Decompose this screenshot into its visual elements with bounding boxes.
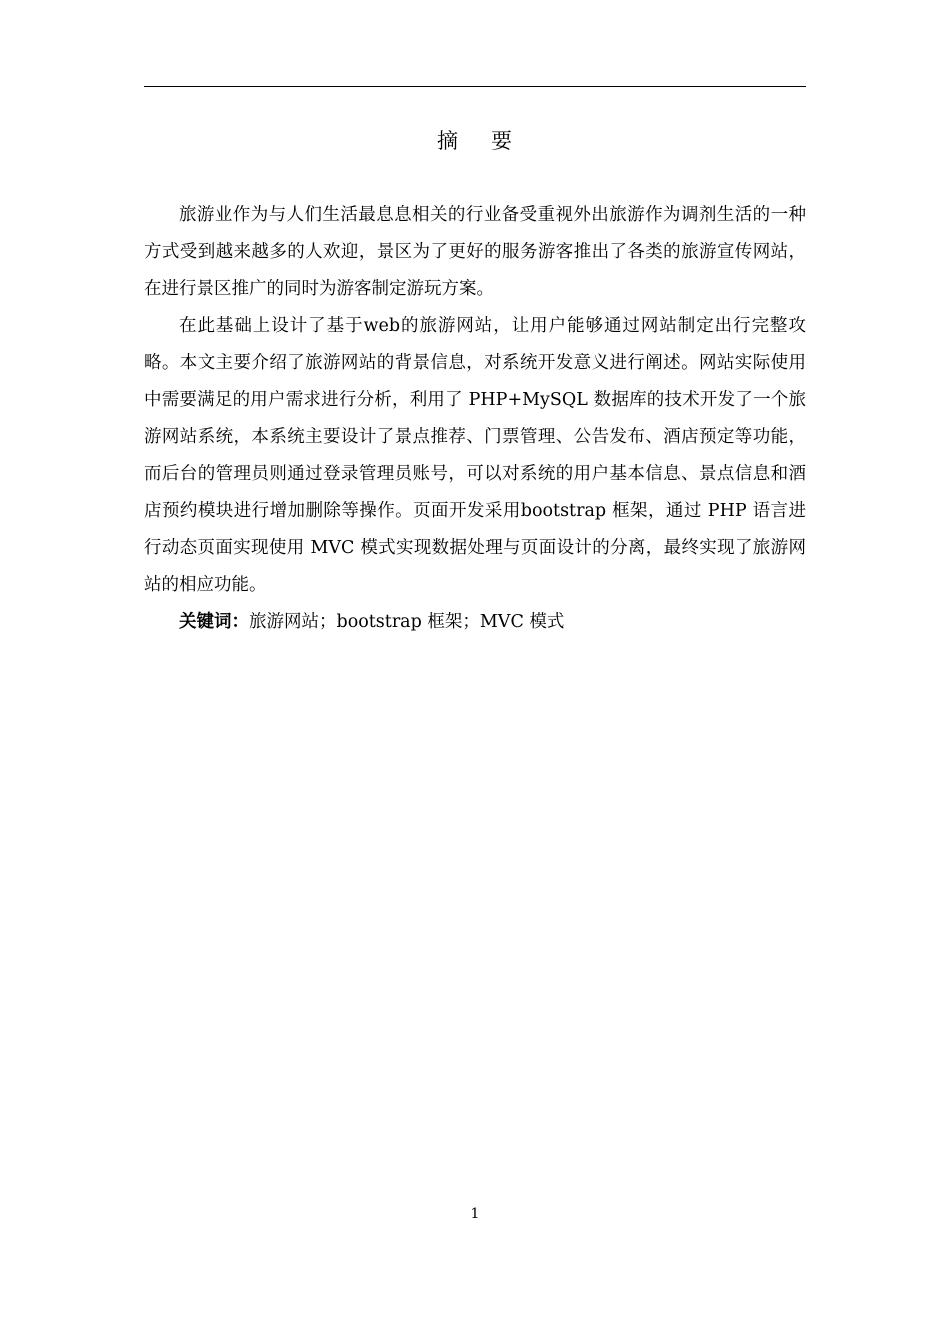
abstract-paragraph-2: 在此基础上设计了基于web的旅游网站，让用户能够通过网站制定出行完整攻略。本文主要介绍了旅游网站的背景信息，对系统开发意义进行阐述。网站实际使用中需要满足的用户需求进行分析，利用了 PHP+MySQL 数据库的技术开发了一个旅游网站系统，本系统主要设计了景点推荐、门票管理、公告发布、酒店预定等功能，而后台的管理员则通过登录管理员账号，可以对系统的用户基本信息、景点信息和酒店预约模块进行增加删除等操作。页面开发采用bootstrap 框架，通过 PHP 语言进行动态页面实现使用 MVC 模式实现数据处理与页面设计的分离，最终实现了旅游网站的相应功能。 — [144, 316, 806, 595]
title-char-1: 摘 — [437, 129, 459, 153]
keywords-label: 关键词： — [179, 612, 249, 632]
abstract-paragraph-1: 旅游业作为与人们生活最息息相关的行业备受重视外出旅游作为调剂生活的一种方式受到越来越多的人欢迎，景区为了更好的服务游客推出了各类的旅游宣传网站，在进行景区推广的同时为游客制定游玩方案。 — [144, 205, 806, 299]
page-number: 1 — [470, 1206, 480, 1222]
header-rule — [144, 86, 806, 87]
abstract-body — [144, 197, 806, 641]
title-char-2: 要 — [491, 129, 513, 153]
page-title — [144, 126, 806, 156]
keywords-line — [144, 604, 806, 641]
keywords-text: 旅游网站；bootstrap 框架；MVC 模式 — [249, 612, 565, 632]
